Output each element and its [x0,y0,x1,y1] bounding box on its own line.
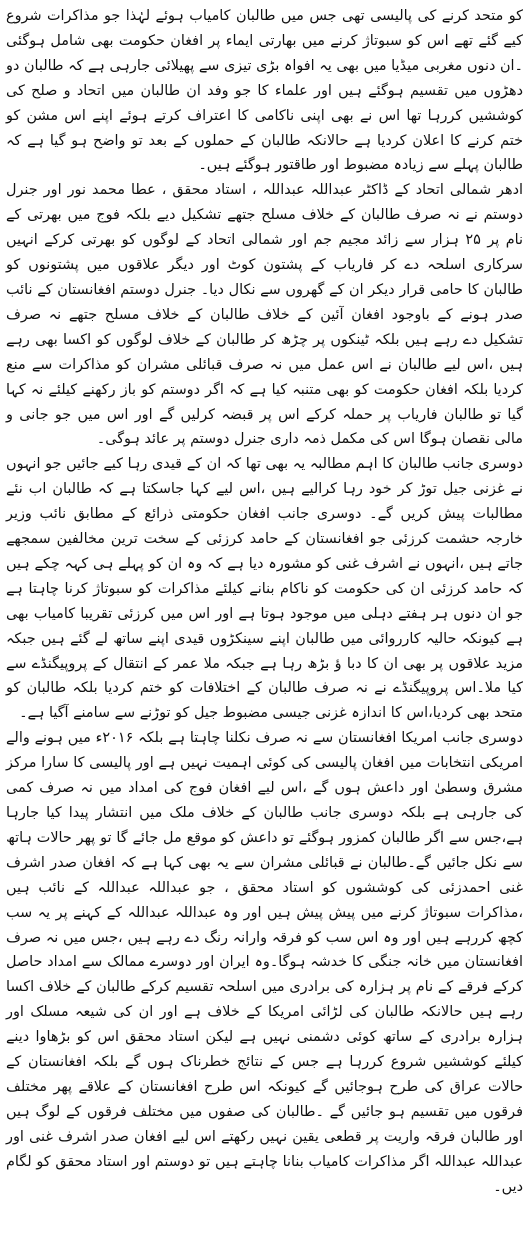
paragraph-4: دوسری جانب امریکا افغانستان سے نہ صرف نکلنا چاہتا ہے بلکہ ۲۰۱۶ء میں ہونے والے امریکی انتخابات میں افغان پالیسی کی کوئی اہمیت نہیں ہے اور پالیسی کا سارا مرکز مشرق وسطیٰ اور داعش ہوں گے ،اس لیے افغان فوج کی امداد میں نہ صرف کمی کی جارہی ہے بلکہ دوسری جانب طالبان کے خلاف ملک میں انتشار پیدا کیا جارہا ہے،جس سے اگر طالبان کمزور ہوگئے تو داعش کو موقع مل جائے گا تو پھر حالات ہاتھ سے نکل جائیں گے۔طالبان نے قبائلی مشران سے یہ بھی کہا ہے کہ افغان صدر اشرف غنی احمدزئی کی کوششوں کو استاد محقق ، جو عبداللہ عبداللہ کے نائب ہیں ،مذاکرات سبوتاژ کرنے میں پیش پیش ہیں اور وہ عبداللہ عبداللہ کے کہنے پر یہ سب کچھ کررہے ہیں اور وہ اس سب کو فرقہ وارانہ رنگ دے رہے ہیں ،جس میں نہ صرف افغانستان میں خانہ جنگی کا خدشہ ہوگا۔وہ ایران اور دوسرے ممالک سے امداد حاصل کرکے فرقے کے نام پر ہزارہ کی برادری میں اسلحہ تقسیم کرکے طالبان کے خلاف اکسا رہے ہیں حالانکہ طالبان کی لڑائی امریکا کے خلاف ہے اور ان کی شیعہ مسلک اور ہزارہ برادری کے ساتھ کوئی دشمنی نہیں ہے لیکن استاد محقق اس کو بڑھاوا دینے کیلئے کوششیں شروع کررہا ہے جس کے نتائج خطرناک ہوں گے بلکہ افغانستان کے حالات عراق کی طرح ہوجائیں گے کیونکہ اس طرح افغانستان کے علاقے پھر مختلف فرقوں میں تقسیم ہو جائیں گے ۔طالبان کی صفوں میں مختلف فرقوں کے لوگ ہیں اور طالبان فرقہ واریت پر قطعی یقین نہیں رکھتے اس لیے افغان صدر اشرف غنی اور عبداللہ عبداللہ اگر مذاکرات کامیاب بنانا چاہتے ہیں تو دوستم اور استاد محقق کو لگام دیں۔ [6,730,523,1195]
paragraph-3: دوسری جانب طالبان کا اہم مطالبہ یہ بھی تھا کہ ان کے قیدی رہا کیے جائیں جو انہوں نے غزنی جیل توڑ کر خود رہا کرالیے ہیں ،اس لیے کہا جاسکتا ہے کہ طالبان اب نئے مطالبات پیش کریں گے۔ دوسری جانب افغان حکومتی ذرائع کے مطابق نائب وزیر خارجہ حشمت کرزئی جو افغانستان کے حامد کرزئی کے سخت ترین مخالفین سمجھے جاتے ہیں ،انہوں نے اشرف غنی کو مشورہ دیا ہے کہ وہ ان کو پہلے ہی کہہ چکے ہیں کہ حامد کرزئی ان کی حکومت کو ناکام بنانے کیلئے مذاکرات کو سبوتاژ کرنا چاہتا ہے جو ان دنوں ہر ہفتے دہلی میں موجود ہوتا ہے اور اس میں کرزئی تقریبا کامیاب بھی ہے کیونکہ حالیہ کارروائی میں طالبان اپنے سینکڑوں قیدی اپنے ساتھ لے گئے ہیں جبکہ مزید علاقوں پر بھی ان کا دبا ؤ بڑھ رہا ہے جبکہ ملا عمر کے انتقال کے پروپیگنڈے سے کیا ملا۔اس پروپیگنڈے نے نہ صرف طالبان کے اختلافات کو ختم کردیا بلکہ طالبان کو متحد بھی کردیا،اس کا اندازہ غزنی جیسی مضبوط جیل کو توڑنے سے سامنے آگیا ہے۔ [6,456,523,722]
paragraph-1: کو متحد کرنے کی پالیسی تھی جس میں طالبان کامیاب ہوئے لہٰذا جو مذاکرات شروع کیے گئے تھے اس کو سبوتاژ کرنے میں بھارتی ایماء پر افغان حکومت بھی شامل ہوگئی ۔ان دنوں مغربی میڈیا میں بھی یہ افواہ بڑی تیزی سے پھیلائی جارہی ہے کہ طالبان دو دھڑوں میں تقسیم ہوگئے ہیں اور علماء کا جو وفد ان طالبان میں اتحاد و صلح کی کوششیں کررہا تھا اس نے بھی اپنی ناکامی کا اعتراف کرتے ہوئے اپنے اس مشن کو ختم کرنے کا اعلان کردیا ہے حالانکہ طالبان کے حملوں کے بعد تو واضح ہو گیا ہے کہ طالبان پہلے سے زیادہ مضبوط اور طاقتور ہوگئے ہیں۔ [6,8,523,174]
paragraph-2: ادھر شمالی اتحاد کے ڈاکٹر عبداللہ عبداللہ ، استاد محقق ، عطا محمد نور اور جنرل دوستم نے نہ صرف طالبان کے خلاف مسلح جتھے تشکیل دیے بلکہ فوج میں بھرتی کے نام پر ۲۵ ہزار سے زائد مجیم جم اور شمالی اتحاد کے لوگوں کو بھرتی کرکے انہیں سرکاری اسلحہ دے کر فاریاب کے پشتون کوٹ اور دیگر علاقوں میں پشتونوں کو طالبان کا حامی قرار دیکر ان کے گھروں سے نکال دیا۔ جنرل دوستم افغانستان کے نائب صدر ہونے کے باوجود افغان آئین کے خلاف طالبان کے خلاف مسلح جتھے نہ صرف تشکیل دے رہے ہیں بلکہ ٹینکوں پر چڑھ کر طالبان کے خلاف لوگوں کو اکسا بھی رہے ہیں ،اس لیے طالبان نے اس عمل میں نہ صرف قبائلی مشران کو مذاکرات سے منع کردیا بلکہ افغان حکومت کو بھی متنبہ کیا ہے کہ اگر دوستم کو باز رکھنے کیلئے نہ کہا گیا تو طالبان فاریاب پر حملہ کرکے اس پر قبضہ کرلیں گے اور اس میں جو جانی و مالی نقصان ہوگا اس کی مکمل ذمہ داری جنرل دوستم پر عائد ہوگی۔ [6,182,523,448]
